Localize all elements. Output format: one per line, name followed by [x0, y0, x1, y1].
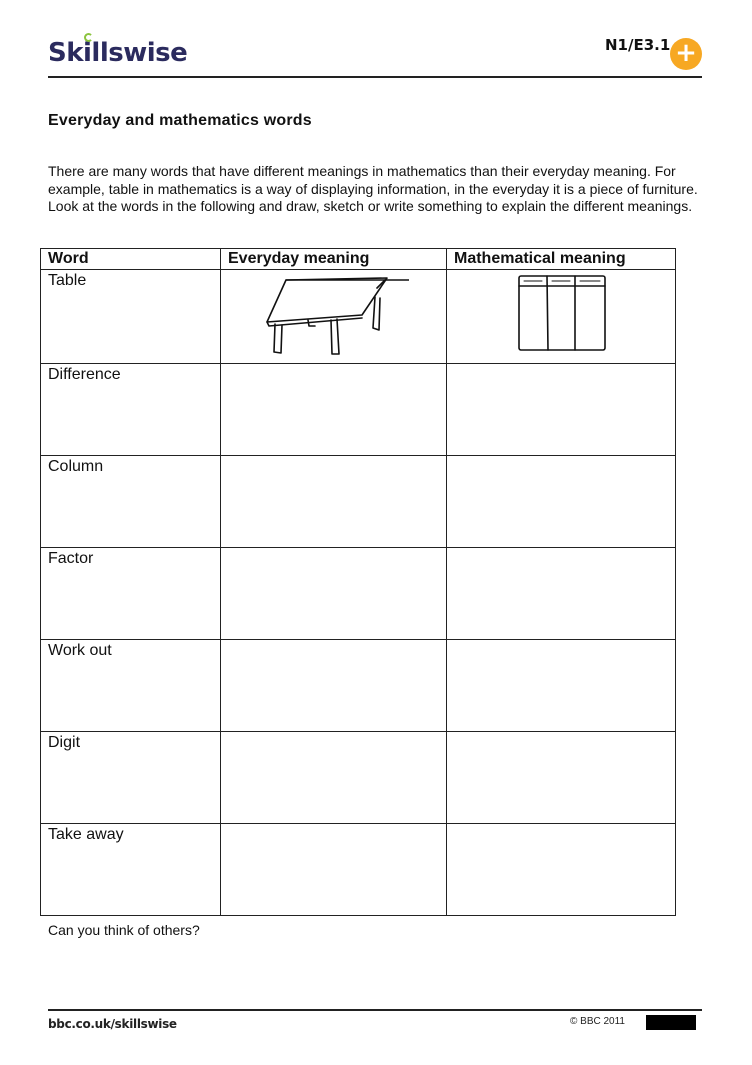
word-cell: Difference	[41, 364, 221, 456]
word-cell: Table	[41, 270, 221, 364]
table-row	[41, 548, 676, 640]
table-row	[41, 270, 676, 364]
header-mathematical-meaning: Mathematical meaning	[447, 249, 676, 270]
table-furniture-sketch-icon	[259, 270, 409, 358]
table-header-row	[41, 249, 676, 270]
table-row	[41, 640, 676, 732]
mathematical-meaning-cell[interactable]	[447, 640, 676, 732]
mathematical-meaning-cell[interactable]	[447, 548, 676, 640]
word-cell: Digit	[41, 732, 221, 824]
plus-level-icon: +	[670, 38, 702, 70]
words-table	[40, 248, 676, 916]
footer-copyright: © BBC 2011	[570, 1016, 625, 1027]
skillswise-logo: Skillswise	[48, 38, 188, 68]
footer-url: bbc.co.uk/skillswise	[48, 1017, 177, 1031]
everyday-meaning-cell[interactable]	[221, 824, 447, 916]
table-row	[41, 364, 676, 456]
table-row	[41, 456, 676, 548]
logo-swirl-icon	[84, 33, 93, 42]
mathematical-meaning-cell[interactable]	[447, 364, 676, 456]
mathematical-meaning-cell[interactable]	[447, 270, 676, 364]
mathematical-meaning-cell[interactable]	[447, 456, 676, 548]
everyday-meaning-cell[interactable]	[221, 640, 447, 732]
worksheet-title: Everyday and mathematics words	[48, 112, 312, 129]
everyday-meaning-cell[interactable]	[221, 364, 447, 456]
intro-paragraph: There are many words that have different meanings in mathematics than their everyday meaning. For example, table in mathematics is a way of displaying information, in the everyday it is a piece of furniture. Look at the words in the following and draw, sketch or write something to explain the different meanings.	[48, 163, 698, 214]
others-prompt: Can you think of others?	[48, 922, 200, 938]
data-table-sketch-icon	[511, 270, 611, 358]
word-cell: Factor	[41, 548, 221, 640]
footer-divider	[48, 1009, 702, 1011]
table-row	[41, 824, 676, 916]
word-cell: Work out	[41, 640, 221, 732]
footer-bar	[646, 1015, 696, 1030]
word-cell: Take away	[41, 824, 221, 916]
everyday-meaning-cell[interactable]	[221, 270, 447, 364]
header-divider	[48, 76, 702, 78]
header-word: Word	[41, 249, 221, 270]
everyday-meaning-cell[interactable]	[221, 732, 447, 824]
mathematical-meaning-cell[interactable]	[447, 732, 676, 824]
worksheet-code: N1/E3.1	[605, 36, 671, 54]
everyday-meaning-cell[interactable]	[221, 548, 447, 640]
mathematical-meaning-cell[interactable]	[447, 824, 676, 916]
table-row	[41, 732, 676, 824]
header-everyday-meaning: Everyday meaning	[221, 249, 447, 270]
everyday-meaning-cell[interactable]	[221, 456, 447, 548]
word-cell: Column	[41, 456, 221, 548]
